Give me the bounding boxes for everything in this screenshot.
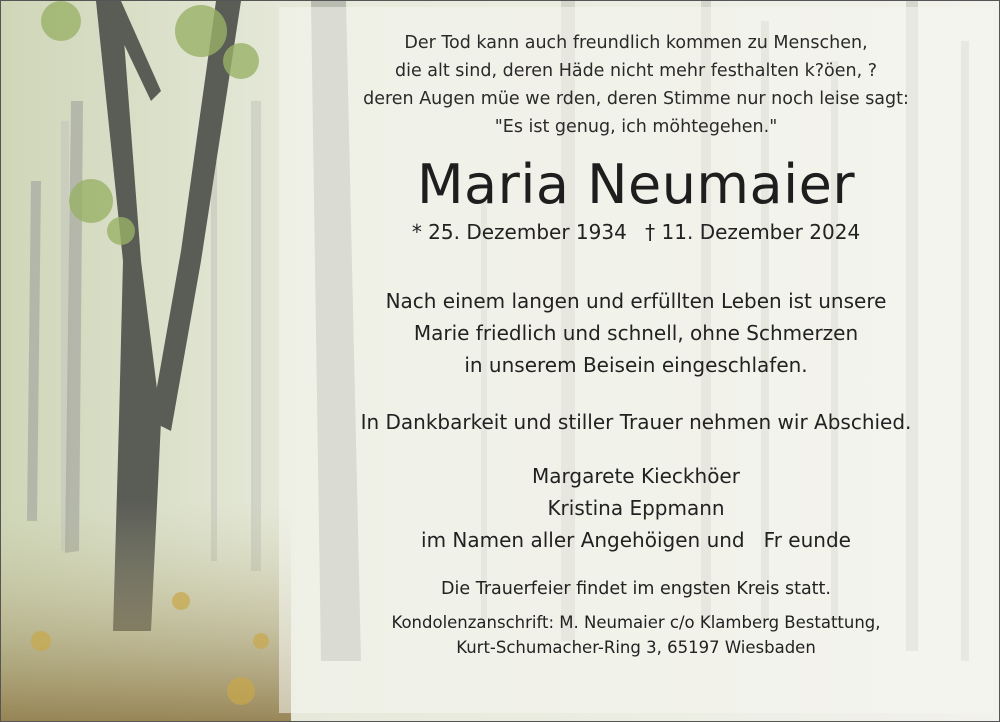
memorial-message — [301, 285, 971, 381]
farewell-line: In Dankbarkeit und stiller Trauer nehmen wir Abschied. — [360, 410, 912, 434]
address-line: Kurt-Schumacher-Ring 3, 65197 Wiesbaden — [456, 638, 816, 657]
quote-line: die alt sind, deren Häde nicht mehr festhalten k?öen, ? — [394, 61, 878, 81]
mourners-list — [301, 460, 971, 556]
mourner-name: im Namen aller Angehöigen und Fr eunde — [421, 528, 851, 552]
mourner-name: Margarete Kieckhöer — [532, 464, 740, 488]
mourner-name: Kristina Eppmann — [547, 496, 725, 520]
deceased-name: Maria Neumaier — [416, 153, 856, 216]
quote-line: deren Augen müe we rden, deren Stimme nur noch leise sagt: — [363, 89, 909, 109]
quote-line: "Es ist genug, ich möhtegehen." — [494, 117, 778, 137]
birth-date: * 25. Dezember 1934 — [411, 220, 627, 244]
message-line: Nach einem langen und erfüllten Leben ist unsere — [385, 289, 887, 313]
ceremony-note: Die Trauerfeier findet im engsten Kreis statt. — [441, 579, 831, 599]
condolence-address — [301, 610, 971, 660]
death-date: † 11. Dezember 2024 — [645, 220, 861, 244]
quote-line: Der Tod kann auch freundlich kommen zu Menschen, — [404, 33, 868, 53]
poem-quote — [301, 29, 971, 141]
address-line: Kondolenzanschrift: M. Neumaier c/o Klamberg Bestattung, — [391, 613, 881, 632]
life-dates — [301, 219, 971, 245]
obituary-text-block — [301, 29, 971, 660]
message-line: in unserem Beisein eingeschlafen. — [464, 353, 808, 377]
message-line: Marie friedlich und schnell, ohne Schmerzen — [413, 321, 859, 345]
